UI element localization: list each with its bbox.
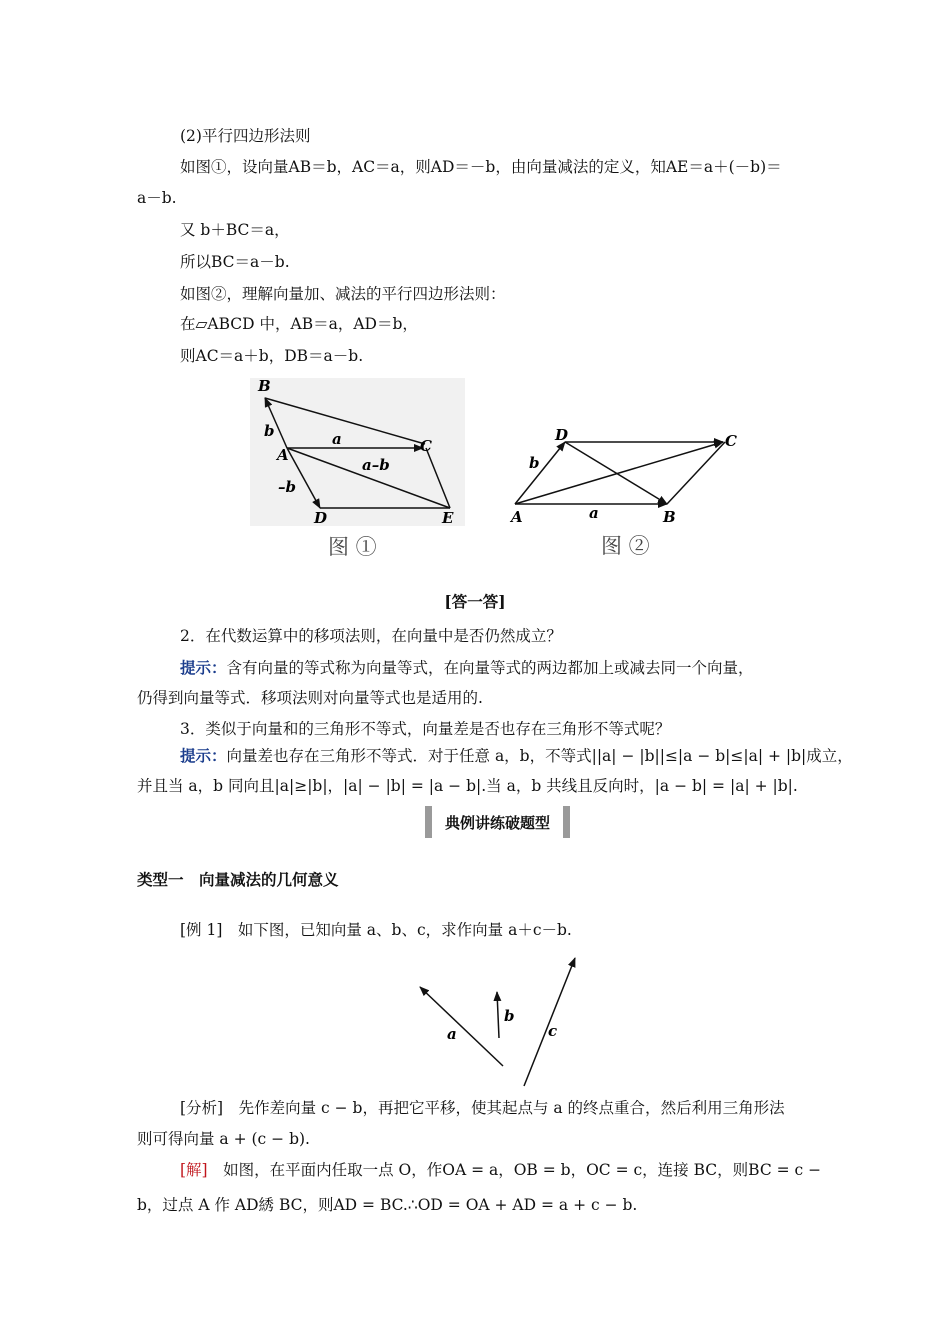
- hint-3-cont: 并且当 a，b 同向且|a|≥|b|，|a| − |b| = |a − b|.当 a，b 共线且反向时，|a − b| = |a| + |b|.: [137, 777, 798, 795]
- fig1-label-a: a: [332, 430, 342, 448]
- solution: [180, 1159, 821, 1181]
- figure-1: [250, 378, 465, 558]
- paragraph-parallelogram: 在▱ABCD 中，AB＝a，AD＝b，: [180, 315, 418, 333]
- fig1-label-minus-b: –b: [278, 478, 296, 496]
- paragraph-fig1-explain: 如图①，设向量AB＝b，AC＝a，则AD＝－b，由向量减法的定义，知AE＝a＋(－b)＝: [180, 158, 782, 176]
- hint-3-text: 向量差也存在三角形不等式．对于任意 a，b，不等式||a| − |b||≤|a − b|≤|a| + |b|成立，: [226, 747, 853, 765]
- banner-text: 典例讲练破题型: [444, 814, 550, 832]
- section-banner: [425, 806, 570, 838]
- example-1: [例 1] 如下图，已知向量 a、b、c，求作向量 a＋c－b.: [180, 921, 572, 939]
- fig2-label-C: C: [725, 432, 737, 450]
- hint-3: [180, 745, 853, 767]
- fig3-label-b: b: [504, 1007, 515, 1025]
- fig1-label-D: D: [314, 509, 328, 527]
- paragraph-fig2-explain: 如图②，理解向量加、减法的平行四边形法则：: [180, 285, 506, 303]
- fig2-label-b: b: [529, 454, 540, 472]
- qa-heading: [答一答]: [444, 592, 506, 611]
- paragraph-fig1-explain-cont: a－b.: [137, 189, 177, 207]
- paragraph-result: 则AC＝a＋b，DB＝a－b.: [180, 347, 364, 365]
- solution-text: 如图，在平面内任取一点 O，作OA = a，OB = b，OC = c，连接 BC，则BC = c −: [207, 1161, 822, 1179]
- fig2-label-B: B: [663, 508, 676, 526]
- solution-cont: b，过点 A 作 AD綉 BC，则AD = BC.∴OD = OA + AD = a + c − b.: [137, 1196, 638, 1214]
- hint-2-text: 含有向量的等式称为向量等式，在向量等式的两边都加上或减去同一个向量，: [226, 659, 754, 677]
- paragraph-therefore: 所以BC＝a－b.: [180, 253, 290, 271]
- fig2-label-D: D: [555, 426, 569, 444]
- hint-label: 提示：: [180, 658, 227, 677]
- solution-label: [解]: [180, 1161, 208, 1179]
- hint-2: [180, 657, 754, 679]
- fig3-label-c: c: [548, 1022, 558, 1040]
- fig2-label-A: A: [511, 508, 523, 526]
- fig1-label-a-minus-b: a–b: [362, 456, 390, 474]
- section-title: 类型一 向量减法的几何意义: [137, 871, 339, 889]
- fig1-label-b: b: [264, 422, 275, 440]
- hint-label: 提示：: [180, 746, 227, 765]
- banner-bar-right: [563, 806, 570, 838]
- analysis: [分析] 先作差向量 c − b，再把它平移，使其起点与 a 的终点重合，然后利用三角形法: [180, 1099, 785, 1117]
- fig1-label-C: C: [420, 437, 432, 455]
- figure-3: [410, 950, 585, 1090]
- fig1-label-E: E: [442, 509, 454, 527]
- figure-2: [505, 420, 755, 560]
- paragraph-rule-title: (2)平行四边形法则: [180, 127, 311, 145]
- fig1-label-B: B: [258, 378, 271, 395]
- fig3-label-a: a: [447, 1025, 457, 1043]
- fig1-label-A: A: [277, 446, 289, 464]
- fig2-label-a: a: [589, 504, 599, 522]
- hint-2-cont: 仍得到向量等式．移项法则对向量等式也是适用的.: [137, 689, 483, 707]
- analysis-cont: 则可得向量 a + (c − b).: [137, 1130, 310, 1148]
- fig1-caption: 图 ①: [328, 535, 377, 558]
- question-2: 2．在代数运算中的移项法则，在向量中是否仍然成立？: [180, 627, 562, 645]
- fig2-caption: 图 ②: [601, 534, 650, 558]
- paragraph-also: 又 b＋BC＝a，: [180, 221, 290, 239]
- question-3: 3．类似于向量和的三角形不等式，向量差是否也存在三角形不等式呢？: [180, 720, 671, 738]
